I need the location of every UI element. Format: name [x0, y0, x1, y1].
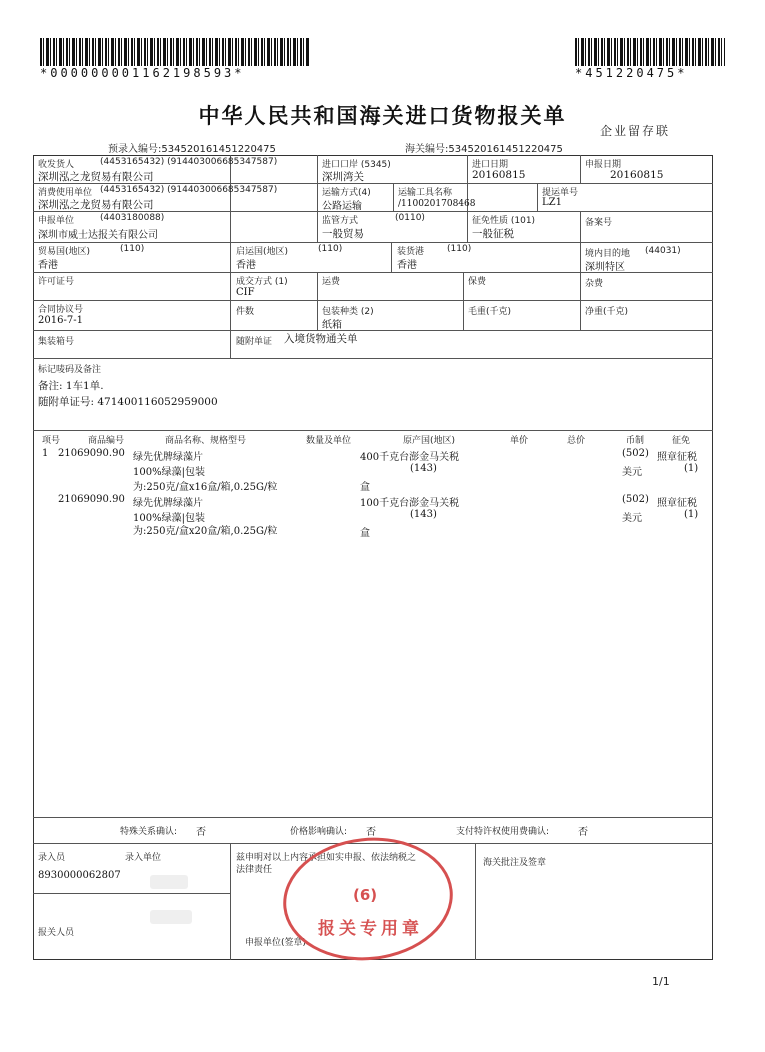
- declare-date-value: 20160815: [610, 169, 664, 181]
- contract-value: 2016-7-1: [38, 315, 83, 326]
- transport-mode-label: 运输方式(4): [322, 188, 371, 198]
- levy-label: 征免性质 (101): [472, 216, 536, 226]
- gross-label: 毛重(千克): [468, 307, 512, 317]
- stamp-text: 报关专用章: [318, 919, 423, 939]
- supervision-code: (0110): [395, 213, 425, 223]
- item-name2: 100%绿藻|包装: [133, 467, 205, 478]
- declarer-code: (4403180088): [100, 213, 165, 223]
- supervision-value: 一般贸易: [322, 228, 364, 240]
- item-name1: 绿先优牌绿藻片: [133, 452, 203, 463]
- barcode-left-number: *000000001162198593*: [40, 66, 245, 80]
- container-label: 集装箱号: [38, 337, 75, 347]
- levy-value: 一般征税: [472, 228, 514, 240]
- item-no: 1: [42, 448, 49, 459]
- customs-no-value: 534520161451220475: [448, 144, 563, 155]
- misc-label: 杂费: [585, 279, 604, 289]
- domestic-dest-code: (44031): [645, 246, 681, 256]
- docs-value: 入境货物通关单: [284, 333, 358, 345]
- special-relation-label: 特殊关系确认:: [120, 827, 178, 837]
- declaration-text1: 兹申明对以上内容承担如实申报、依法纳税之: [236, 853, 417, 863]
- special-relation-value: 否: [196, 827, 206, 838]
- item-currency: 美元: [622, 513, 642, 524]
- conveyance-label: 运输工具名称: [398, 188, 453, 198]
- domestic-dest-label: 境内目的地: [585, 249, 631, 259]
- copy-label: 企业留存联: [600, 124, 671, 138]
- item-qty: 100千克台澎金马关税: [360, 498, 460, 509]
- faint-mark: [150, 875, 188, 889]
- item-name3: 为:250克/盒x20盒/箱,0.25G/粒: [133, 526, 278, 537]
- package-value: 纸箱: [322, 320, 342, 331]
- item-code: 21069090.90: [58, 494, 125, 505]
- trade-country-code: (110): [120, 244, 145, 254]
- remark-line1: 备注: 1车1单.: [38, 380, 104, 392]
- faint-mark: [150, 910, 192, 924]
- deal-mode-value: CIF: [236, 287, 255, 298]
- col-no: 项号: [42, 436, 61, 446]
- price-impact-value: 否: [366, 827, 376, 838]
- customs-no-label: 海关编号:: [405, 144, 449, 155]
- declarer-value: 深圳市威士达报关有限公司: [38, 230, 158, 241]
- declarer-label: 申报单位: [38, 216, 75, 226]
- col-qty: 数量及单位: [306, 436, 352, 446]
- item-levy: 照章征税: [657, 498, 697, 509]
- customs-note-label: 海关批注及签章: [483, 858, 547, 868]
- barcode-left: [40, 38, 310, 66]
- declarer-sign-label: 申报单位(签章): [245, 938, 307, 948]
- price-impact-label: 价格影响确认:: [290, 827, 348, 837]
- barcode-right: [575, 38, 725, 66]
- col-levy: 征免: [672, 436, 691, 446]
- origin-country-label: 启运国(地区): [236, 247, 289, 257]
- item-name1: 绿先优牌绿藻片: [133, 498, 203, 509]
- package-label: 包装种类 (2): [322, 307, 374, 317]
- record-label: 备案号: [585, 218, 613, 228]
- pre-entry-label: 预录入编号:: [108, 144, 162, 155]
- item-qty2: (143): [410, 509, 437, 520]
- col-origin: 原产国(地区): [403, 436, 456, 446]
- origin-country-value: 香港: [236, 260, 256, 271]
- pieces-label: 件数: [236, 307, 255, 317]
- conveyance-value: /1100201708468: [398, 199, 476, 209]
- consignee-codes: (4453165432) (914403006685347587): [100, 157, 278, 167]
- consignee-value: 深圳泓之龙贸易有限公司: [38, 171, 154, 183]
- consumer-value: 深圳泓之龙贸易有限公司: [38, 199, 154, 211]
- item-currency: 美元: [622, 467, 642, 478]
- origin-country-code: (110): [318, 244, 343, 254]
- loading-port-value: 香港: [397, 260, 417, 271]
- loading-port-code: (110): [447, 244, 472, 254]
- domestic-dest-value: 深圳特区: [585, 262, 625, 273]
- loading-port-label: 装货港: [397, 247, 425, 257]
- transport-mode-value: 公路运输: [322, 201, 362, 212]
- item-qty: 400千克台澎金马关税: [360, 452, 460, 463]
- col-total: 总价: [567, 436, 586, 446]
- item-name2: 100%绿藻|包装: [133, 513, 205, 524]
- item-currency-code: (502): [622, 448, 649, 459]
- item-levy-code: (1): [684, 463, 699, 474]
- item-currency-code: (502): [622, 494, 649, 505]
- trade-country-label: 贸易国(地区): [38, 247, 91, 257]
- entry-clerk-label: 录入员: [38, 853, 66, 863]
- remark-line2: 随附单证号: 471400116052959000: [38, 396, 218, 408]
- import-port-value: 深圳湾关: [322, 171, 364, 183]
- item-unit: 盒: [360, 528, 370, 539]
- license-label: 许可证号: [38, 277, 75, 287]
- item-qty2: (143): [410, 463, 437, 474]
- import-date-value: 20160815: [472, 169, 526, 181]
- supervision-label: 监管方式: [322, 216, 359, 226]
- item-code: 21069090.90: [58, 448, 125, 459]
- contract-label: 合同协议号: [38, 305, 84, 315]
- page-title: 中华人民共和国海关进口货物报关单: [198, 104, 567, 128]
- entry-unit-label: 录入单位: [125, 853, 162, 863]
- item-levy-code: (1): [684, 509, 699, 520]
- deal-mode-label: 成交方式 (1): [236, 277, 288, 287]
- pre-entry-no: [108, 140, 276, 155]
- royalty-label: 支付特许权使用费确认:: [456, 827, 550, 837]
- marks-label: 标记唛码及备注: [38, 365, 102, 375]
- net-label: 净重(千克): [585, 307, 629, 317]
- item-levy: 照章征税: [657, 452, 697, 463]
- freight-label: 运费: [322, 277, 341, 287]
- pre-entry-value: 534520161451220475: [161, 144, 276, 155]
- import-port-label: 进口口岸 (5345): [322, 160, 391, 170]
- declare-date-label: 申报日期: [585, 160, 622, 170]
- item-name3: 为:250克/盒x16盒/箱,0.25G/粒: [133, 482, 278, 493]
- declarant-label: 报关人员: [38, 928, 75, 938]
- declaration-text2: 法律责任: [236, 865, 273, 875]
- item-unit: 盒: [360, 482, 370, 493]
- col-unit-price: 单价: [510, 436, 529, 446]
- entry-clerk-value: 8930000062807: [38, 870, 121, 881]
- insurance-label: 保费: [468, 277, 487, 287]
- import-date-label: 进口日期: [472, 160, 509, 170]
- consignee-label: 收发货人: [38, 160, 75, 170]
- bill-value: LZ1: [542, 197, 562, 208]
- stamp-number: (6): [353, 886, 378, 904]
- customs-no: [405, 140, 563, 155]
- docs-label: 随附单证: [236, 337, 273, 347]
- page-number: 1/1: [652, 975, 670, 988]
- trade-country-value: 香港: [38, 260, 58, 271]
- col-name: 商品名称、规格型号: [165, 436, 247, 446]
- bill-label: 提运单号: [542, 188, 579, 198]
- col-currency: 币制: [626, 436, 645, 446]
- consumer-label: 消费使用单位: [38, 188, 93, 198]
- col-code: 商品编号: [88, 436, 125, 446]
- consumer-codes: (4453165432) (914403006685347587): [100, 185, 278, 195]
- barcode-right-number: *451220475*: [575, 66, 688, 80]
- royalty-value: 否: [578, 827, 588, 838]
